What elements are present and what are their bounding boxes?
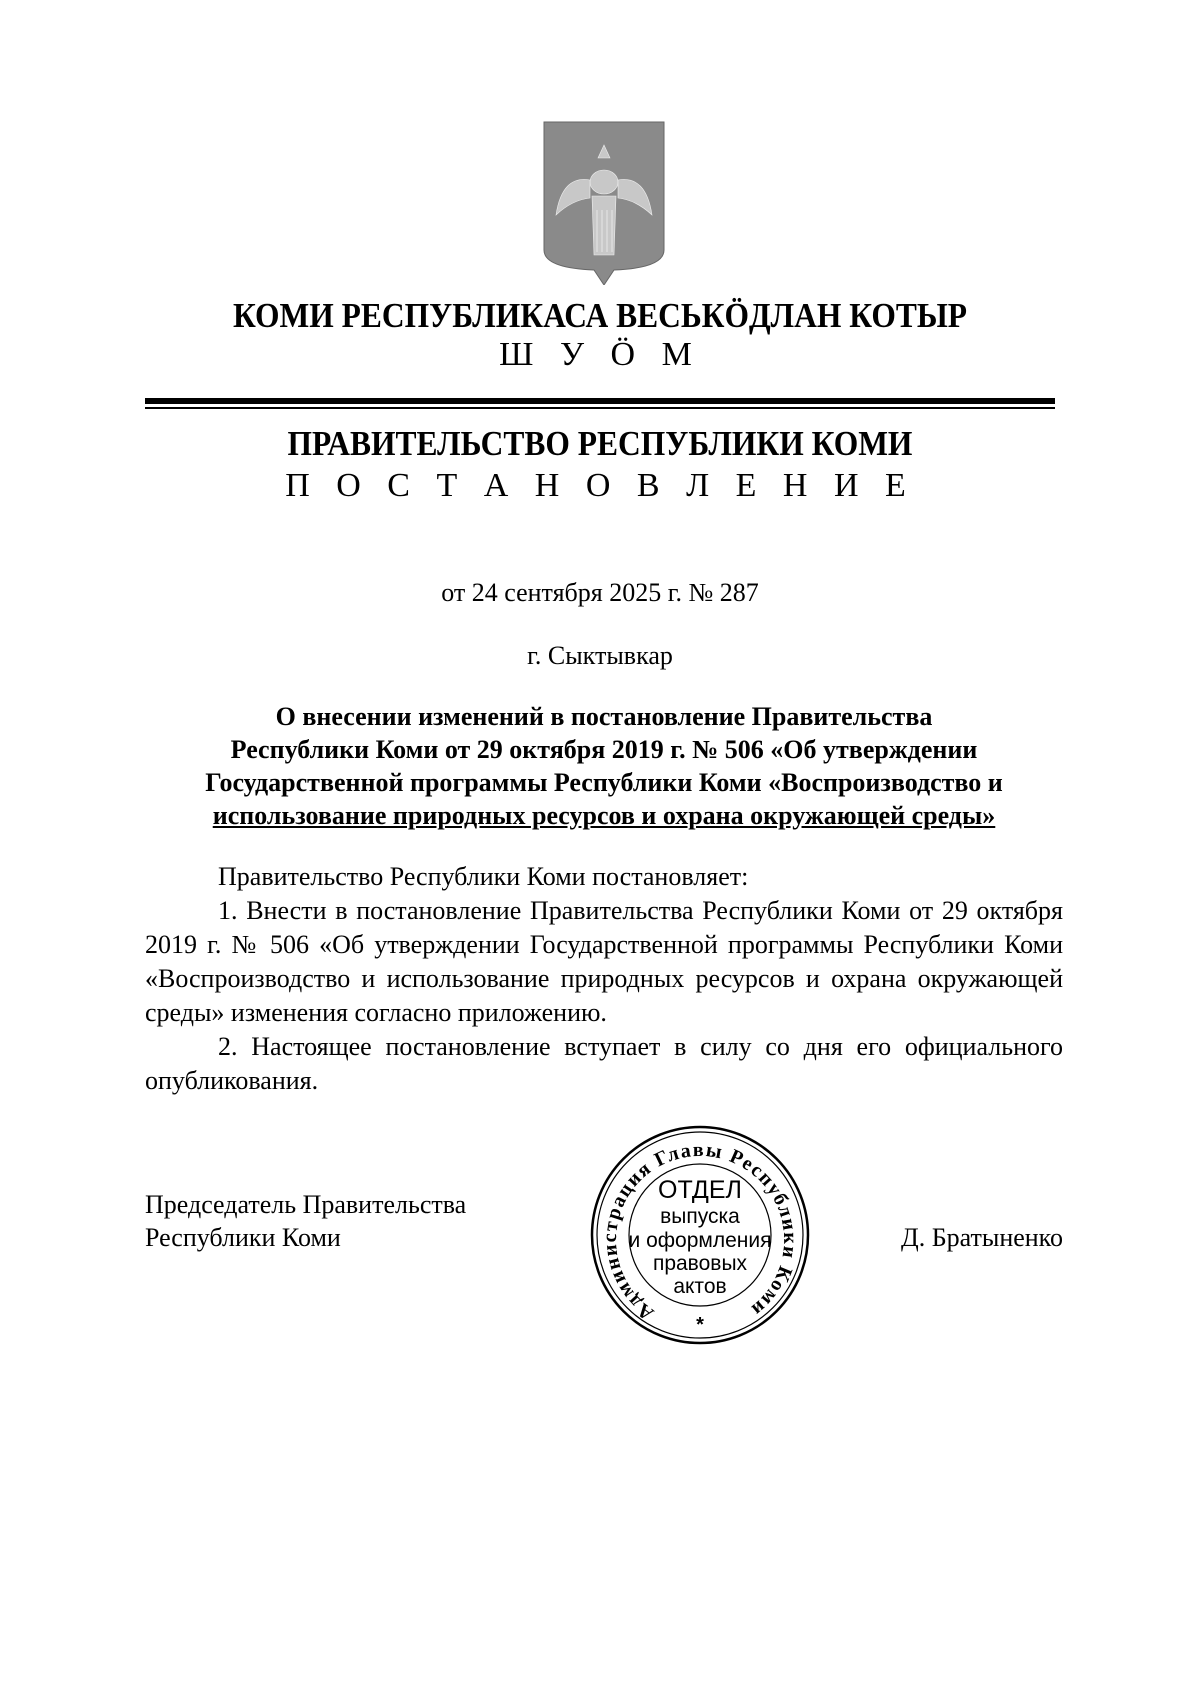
signatory-name: Д. Братыненко xyxy=(900,1223,1063,1252)
position-line: Председатель Правительства xyxy=(145,1190,467,1219)
official-stamp xyxy=(584,1124,816,1346)
komi-doc-type: Ш У Ö М xyxy=(499,336,701,373)
stamp-star: * xyxy=(696,1314,704,1336)
document-heading xyxy=(145,700,1063,832)
stamp-ring-text: Администрация Главы Республики Коми xyxy=(598,1138,802,1325)
heading-line: О внесении изменений в постановление Правительства xyxy=(275,702,933,731)
body-intro: Правительство Республики Коми постановляет: xyxy=(218,862,749,891)
stamp-line: выпуска xyxy=(660,1205,740,1228)
body-item-1: 1. Внести в постановление Правительства Республики Коми от 29 октября 2019 г. № 506 «Об утверждении Государственной программы Республики Коми «Воспроизводство и использование природных ресурсов и охрана окружающей среды» изменения согласно приложению. xyxy=(145,896,1063,1027)
coat-of-arms-emblem xyxy=(542,120,666,285)
heading-line: Республики Коми от 29 октября 2019 г. № 506 «Об утверждении xyxy=(230,735,978,764)
document-type: П О С Т А Н О В Л Е Н И Е xyxy=(285,467,915,504)
header-divider-thick xyxy=(145,398,1055,404)
komi-title: КОМИ РЕСПУБЛИКАСА ВЕСЬКÖДЛАН КОТЫР xyxy=(232,296,968,335)
heading-line: Государственной программы Республики Коми «Воспроизводство и xyxy=(205,768,1003,797)
position-line: Республики Коми xyxy=(145,1223,341,1252)
document-body xyxy=(145,860,1063,1098)
body-item-2: 2. Настоящее постановление вступает в силу со дня его официального опубликования. xyxy=(145,1032,1063,1095)
heading-line: использование природных ресурсов и охрана окружающей среды» xyxy=(212,801,996,830)
signatory-position xyxy=(145,1188,466,1254)
government-title: ПРАВИТЕЛЬСТВО РЕСПУБЛИКИ КОМИ xyxy=(287,424,913,463)
header-divider-thin xyxy=(145,407,1055,409)
stamp-line: и оформления xyxy=(628,1229,772,1252)
stamp-line: правовых xyxy=(652,1252,748,1275)
document-date-number: от 24 сентября 2025 г. № 287 xyxy=(441,578,759,607)
stamp-line: ОТДЕЛ xyxy=(658,1176,742,1204)
stamp-line: актов xyxy=(673,1275,727,1298)
document-city: г. Сыктывкар xyxy=(527,641,673,670)
